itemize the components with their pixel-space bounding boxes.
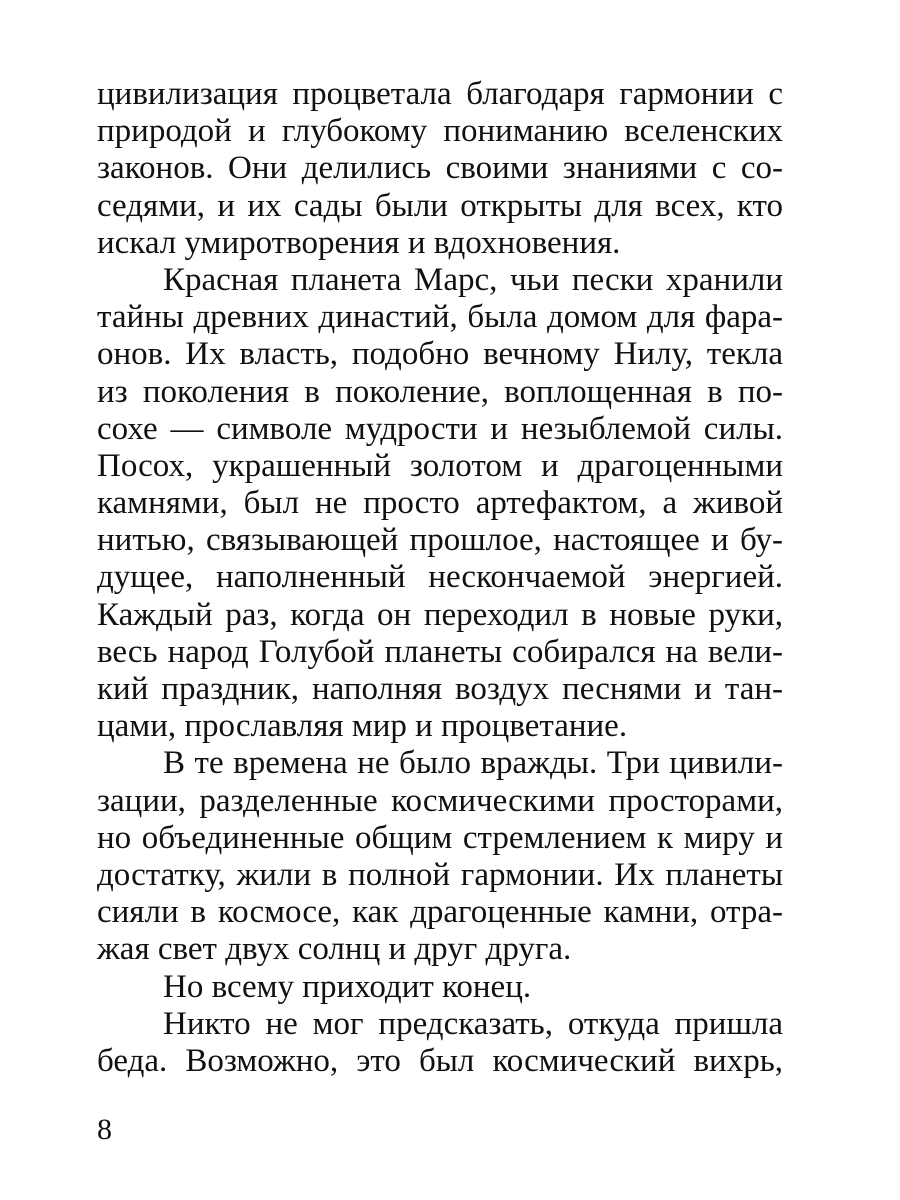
text-line: законов. Они делились своими знаниями с со- — [97, 150, 783, 187]
text-line: седями, и их сады были открыты для всех, кто — [97, 187, 783, 224]
text-line: жая свет двух солнц и друг друга. — [97, 931, 572, 968]
text-line: тайны древних династий, была домом для фара- — [97, 299, 783, 336]
text-line: цами, прославляя мир и процветание. — [97, 708, 628, 745]
text-line: Красная планета Марс, чьи пески хранили — [163, 261, 783, 298]
text-line: природой и глубокому пониманию вселенских — [97, 113, 783, 150]
text-line: камнями, был не просто артефактом, а живой — [97, 485, 783, 522]
text-line: беда. Возможно, это был космический вихрь, — [97, 1042, 783, 1079]
text-line: Никто не мог предсказать, откуда пришла — [163, 1005, 783, 1042]
text-line: Но всему приходит конец. — [163, 968, 532, 1005]
text-line: сияли в космосе, как драгоценные камни, отра- — [97, 894, 783, 931]
text-line: но объединенные общим стремлением к миру и — [97, 819, 783, 856]
text-line: дущее, наполненный нескончаемой энергией. — [97, 559, 783, 596]
text-line: весь народ Голубой планеты собирался на вели- — [97, 633, 783, 670]
text-line: сохе — символе мудрости и незыблемой силы. — [97, 410, 783, 447]
text-line: Каждый раз, когда он переходил в новые руки, — [97, 596, 783, 633]
text-line: Посох, украшенный золотом и драгоценными — [97, 447, 783, 484]
body-text — [97, 76, 783, 1080]
text-line: искал умиротворения и вдохновения. — [97, 224, 621, 261]
text-line: зации, разделенные космическими просторами, — [97, 782, 783, 819]
text-line: нитью, связывающей прошлое, настоящее и бу- — [97, 522, 783, 559]
text-line: из поколения в поколение, воплощенная в по- — [97, 373, 783, 410]
text-line: кий праздник, наполняя воздух песнями и тан- — [97, 671, 783, 707]
text-line: достатку, жили в полной гармонии. Их планеты — [97, 856, 783, 893]
text-line: В те времена не было вражды. Три цивили- — [163, 745, 783, 782]
text-line: онов. Их власть, подобно вечному Нилу, текла — [97, 336, 783, 373]
page-number: 8 — [97, 1113, 112, 1146]
text-line: цивилизация процветала благодаря гармонии с — [97, 76, 783, 112]
